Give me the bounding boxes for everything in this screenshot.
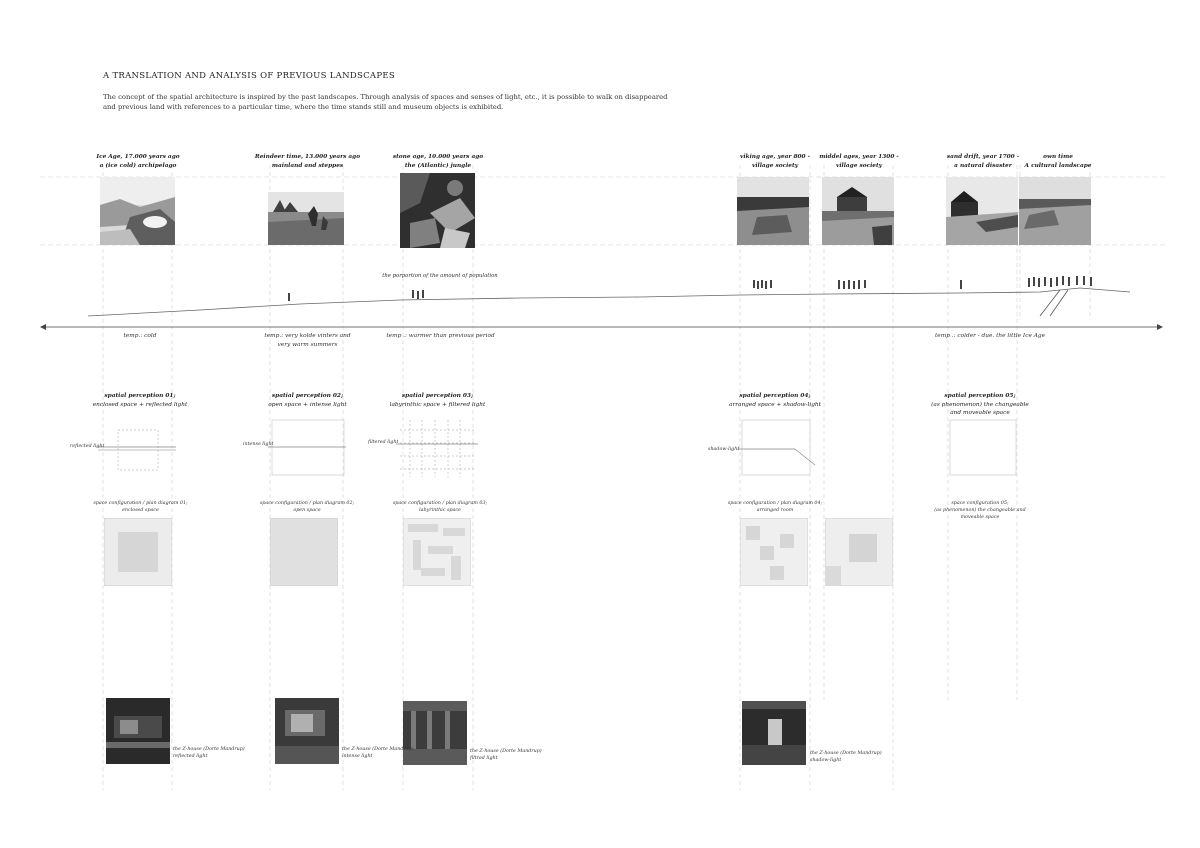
reference-photo-shadow — [742, 701, 806, 765]
era-caption-ice-age: Ice Age, 17.000 years ago a (ice cold) archipelago — [96, 154, 180, 169]
era-caption-reindeer: Reindeer time, 13.000 years ago mainland and steppes — [254, 154, 361, 169]
era-caption-viking: viking age, year 800 - village society — [739, 154, 811, 169]
config-caption-01: space configuration / plan diagram 01; enclosed space — [93, 501, 188, 513]
spatial-perception-02: spatial perception 02; open space + intense light — [268, 393, 347, 408]
spatial-perception-05: spatial perception 05; (as phenomenon) the changeable and moveable space — [931, 393, 1029, 416]
reference-caption-01: the Z-house (Dorte Mandrup) reflected light — [173, 747, 245, 759]
reference-photo-intense — [275, 698, 339, 764]
spatial-perception-01: spatial perception 01; enclosed space + reflected light — [92, 393, 188, 408]
timeline-graphic — [0, 260, 1200, 340]
sand-drift-image — [946, 177, 1018, 245]
config-caption-03: space configuration / plan diagram 03; labyrinthic space — [392, 501, 488, 513]
temp-little-ice-age: temp .: colder - due. the little Ice Age — [934, 333, 1046, 339]
plan-diagram-03 — [403, 518, 471, 586]
light-label-shadow: shadow-light — [708, 447, 740, 452]
own-time-landscape-image — [1019, 177, 1091, 245]
plan-diagram-01 — [104, 518, 172, 586]
temp-cold: temp.: cold — [123, 333, 157, 339]
temp-reindeer: temp.: very kolde vinters and very warm summers — [264, 333, 351, 348]
config-caption-05: space configuration 05; (as phenomenon) the changeable and moveable space — [934, 501, 1026, 520]
reference-caption-04: the Z-house (Dorte Mandrup) shadow-light — [810, 751, 882, 763]
page-title: A TRANSLATION AND ANALYSIS OF PREVIOUS LANDSCAPES — [103, 71, 395, 81]
config-caption-02: space configuration / plan diagram 02; open space — [259, 501, 355, 513]
light-label-filtered: filtered light — [368, 440, 399, 445]
spatial-perception-04: spatial perception 04; arranged space + shadow-light — [728, 393, 821, 408]
viking-village-image — [737, 177, 809, 245]
era-caption-stone-age: stone age, 10.000 years ago the (Atlantic) jungle — [392, 154, 484, 169]
plan-diagram-04 — [740, 518, 808, 586]
reindeer-landscape-image — [268, 192, 344, 245]
spatial-perception-03: spatial perception 03; labyrinthic space + filtered light — [389, 393, 486, 408]
stone-age-jungle-image — [400, 173, 475, 248]
intro-text: The concept of the spatial architecture is inspired by the past landscapes. Through analysis of spaces and senses of light, etc., it is possible to walk on disappeared and previous land with references to a particular time, where the time stands still and museum objects is exhibited. — [103, 93, 668, 111]
light-label-reflected: reflected light — [70, 444, 105, 449]
era-caption-sand-drift: sand drift, year 1700 - a natural disaster — [946, 154, 1020, 169]
plan-diagram-02 — [270, 518, 338, 586]
era-caption-middle-ages: middel ages, year 1300 - village society — [819, 154, 899, 169]
ice-age-landscape-image — [100, 177, 175, 245]
reference-caption-02: the Z-house (Dorte Mandrup) intense light — [342, 747, 414, 759]
era-caption-own-time: own time A cultural landscape — [1024, 154, 1092, 169]
reference-photo-reflected — [106, 698, 170, 764]
population-figures — [288, 276, 1092, 301]
reference-caption-03: the Z-house (Dorte Mandrup) filtred light — [470, 749, 542, 761]
middle-ages-village-image — [822, 177, 894, 245]
temp-stone-age: temp .: warmer than previous period — [386, 333, 495, 339]
light-label-intense: intense light — [243, 442, 274, 447]
perception-diagrams — [0, 415, 1200, 490]
config-caption-04: space configuration / plan diagram 04; arranged room — [727, 501, 823, 513]
plan-diagram-04b — [825, 518, 893, 586]
population-label: the porportion of the amount of population — [382, 273, 498, 279]
